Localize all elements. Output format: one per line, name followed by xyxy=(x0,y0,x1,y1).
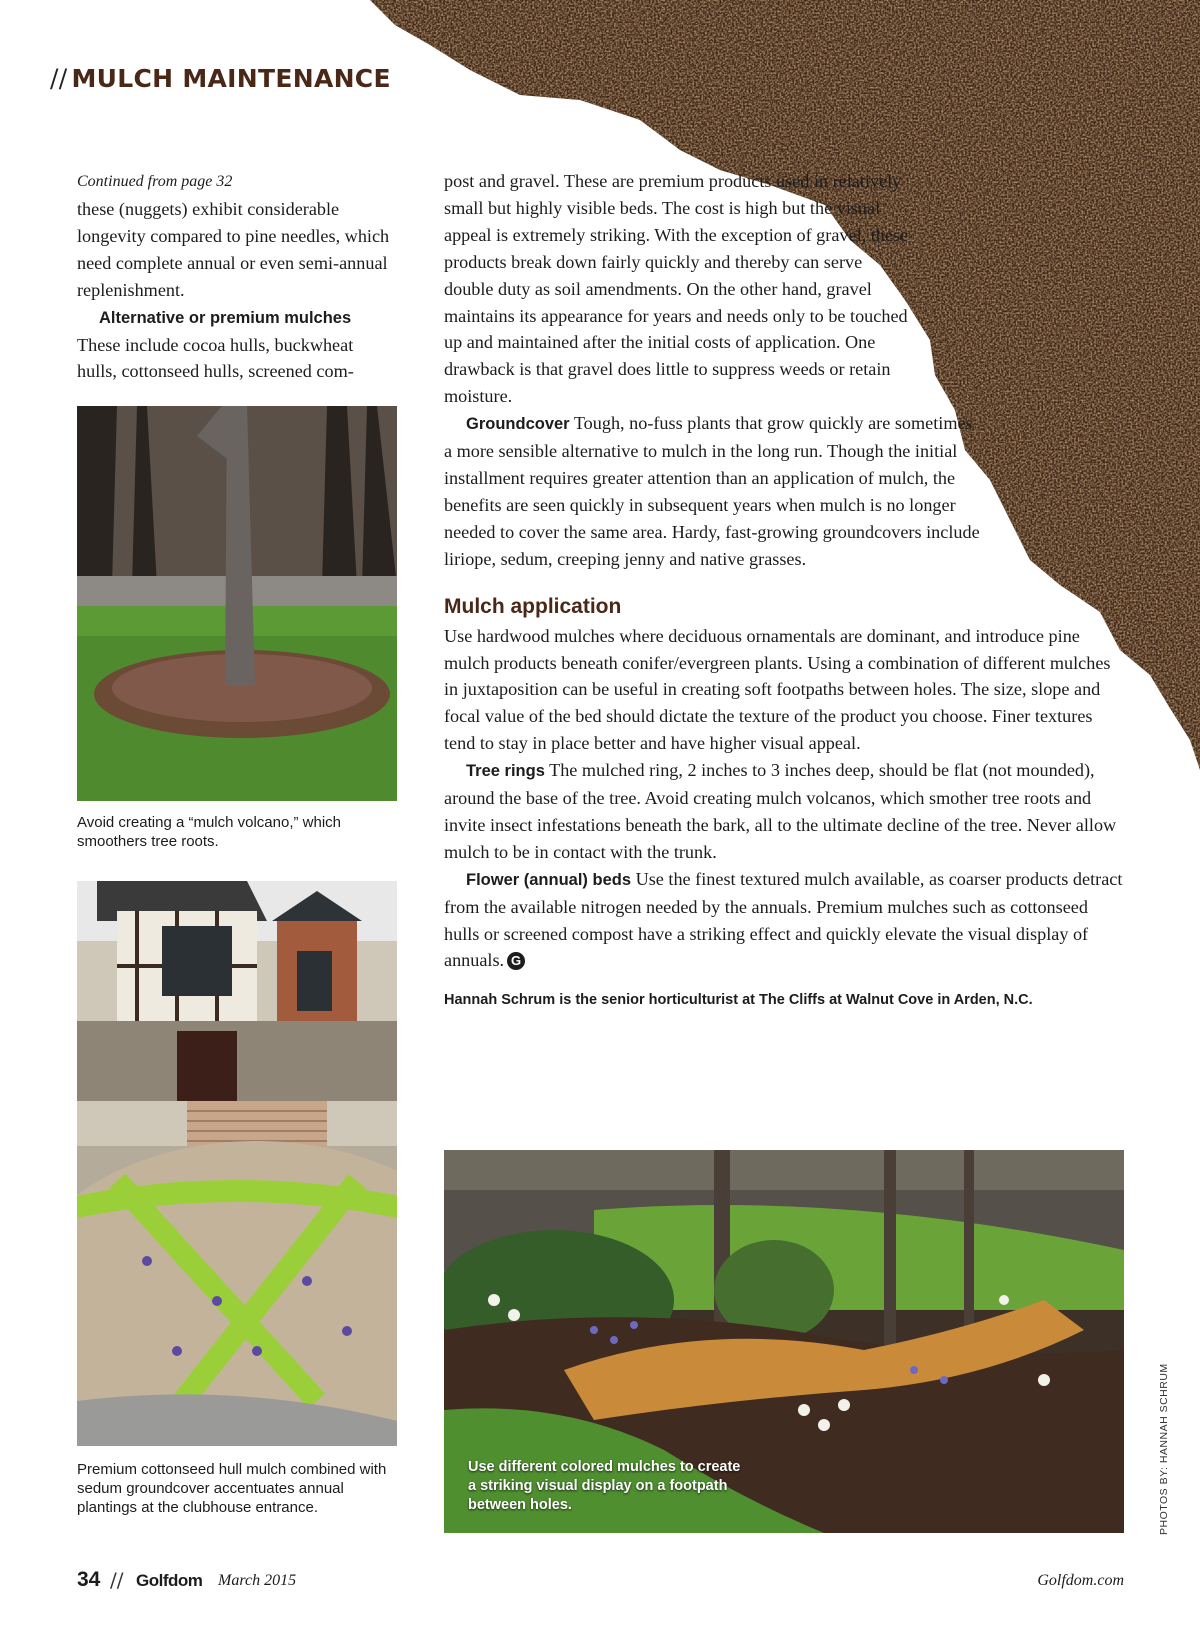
footpath-caption: Use different colored mulches to create a striking visual display on a footpath between holes. xyxy=(468,1459,741,1513)
continued-from-note: Continued from page 32 xyxy=(77,173,233,190)
groundcover-paragraph xyxy=(444,410,1124,572)
clubhouse-entrance-photo xyxy=(77,881,397,1446)
groundcover-text: Tough, no-fuss plants that grow quickly are sometimes a more sensible alternative to mulch in the long run. Though the initial installment requires greater attention than an application of mulch, the benefits are seen quickly in subsequent years when mulch is no longer needed to cover the same area. Hardy, fast-growing groundcovers include liriope, sedum, creeping jenny and native grasses. xyxy=(444,413,980,569)
groundcover-runin: Groundcover xyxy=(466,415,570,434)
mulch-volcano-illustration xyxy=(77,406,397,801)
page-number: 34 xyxy=(77,1568,101,1591)
flower-beds-paragraph xyxy=(444,866,1124,975)
issue-date: March 2015 xyxy=(218,1572,297,1589)
clubhouse-illustration xyxy=(77,881,397,1446)
application-paragraph: Use hardwood mulches where deciduous ornamentals are dominant, and introduce pine mulch products beneath conifer/evergreen plants. Using a combination of different mulches in juxtaposition can be useful in creating soft footpaths between holes. The size, slope and focal value of the bed should dictate the texture of the product you choose. Finer textures tend to stay in place better and have higher visual appeal. xyxy=(444,625,1111,754)
left-paragraph-2 xyxy=(77,304,397,386)
clubhouse-caption: Premium cottonseed hull mulch combined with sedum groundcover accentuates annual plantings at the clubhouse entrance. xyxy=(77,1461,387,1516)
photo-credit: PHOTOS BY: HANNAH SCHRUM xyxy=(1158,1363,1170,1535)
section-header xyxy=(50,64,391,93)
tree-rings-paragraph xyxy=(444,757,1124,866)
premium-products-paragraph: post and gravel. These are premium products used in relatively small but highly visible beds. The cost is high but the visual appeal is extremely striking. With the exception of gravel, these products break down fairly quickly and thereby can serve double duty as soil amendments. On the other hand, gravel maintains its appearance for years and needs only to be touched up and maintained after the initial costs of application. One drawback is that gravel does little to suppress weeds or retain moisture. xyxy=(444,171,909,407)
left-text-column xyxy=(77,168,397,385)
mulch-application-subhead: Mulch application xyxy=(444,594,622,618)
flower-beds-runin: Flower (annual) beds xyxy=(466,870,632,889)
footer-slashes: // xyxy=(110,1568,124,1592)
author-bio: Hannah Schrum is the senior horticulturist at The Cliffs at Walnut Cove in Arden, N.C. xyxy=(444,992,1033,1009)
left-paragraph-1: these (nuggets) exhibit considerable longevity compared to pine needles, which need complete annual or even semi-annual replenishment. xyxy=(77,199,390,300)
alternative-mulches-text: These include cocoa hulls, buckwheat hulls, cottonseed hulls, screened com- xyxy=(77,334,354,382)
mulch-volcano-caption: Avoid creating a “mulch volcano,” which smoothers tree roots. xyxy=(77,814,342,850)
golfdom-end-mark-icon: G xyxy=(507,952,525,970)
alternative-mulches-runin: Alternative or premium mulches xyxy=(99,308,352,327)
page-footer xyxy=(77,1568,1124,1598)
mulch-volcano-photo xyxy=(77,406,397,801)
website-url: Golfdom.com xyxy=(1037,1572,1124,1589)
tree-rings-runin: Tree rings xyxy=(466,762,545,781)
header-slashes: // xyxy=(50,64,68,93)
tree-rings-text: The mulched ring, 2 inches to 3 inches deep, should be flat (not mounded), around the base of the tree. Avoid creating mulch volcanos, which smother tree roots and invite insect infestations beneath the bark, all to the ultimate decline of the tree. Never allow mulch to be in contact with the trunk. xyxy=(444,760,1117,862)
footer-brand: Golfdom xyxy=(136,1571,203,1590)
right-text-column xyxy=(444,168,1124,1010)
footpath-photo xyxy=(444,1150,1124,1533)
flower-beds-text: Use the finest textured mulch available, as coarser products detract from the available nitrogen needed by the annuals. Premium mulches such as cottonseed hulls or screened compost have a striking effect and quickly elevate the visual display of annuals. xyxy=(444,868,1123,971)
section-title: MULCH MAINTENANCE xyxy=(71,64,391,93)
